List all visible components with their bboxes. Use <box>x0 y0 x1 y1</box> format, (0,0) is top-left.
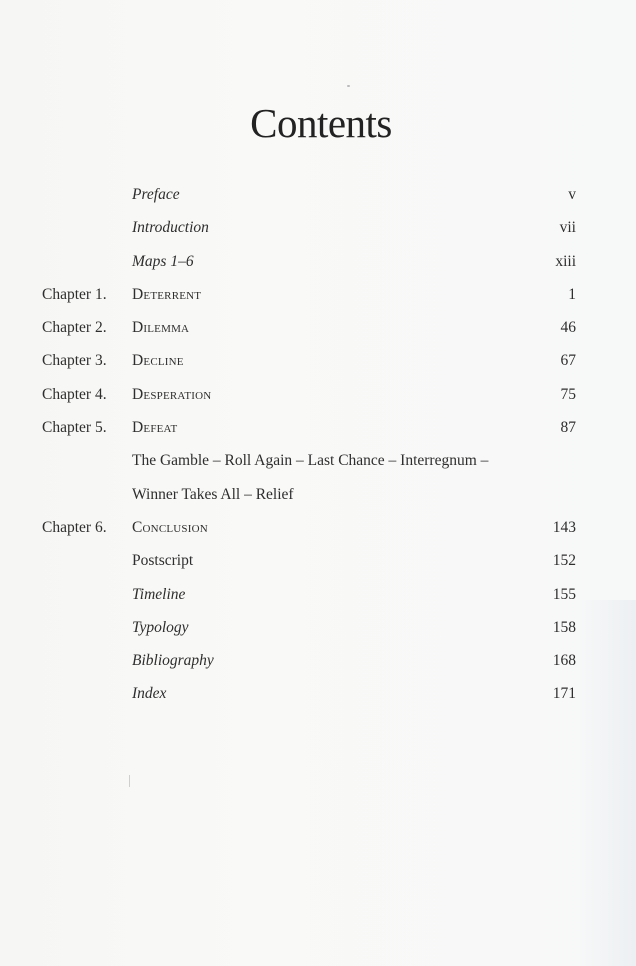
page-number: vii <box>559 219 576 237</box>
toc-row-chapter-3 <box>0 344 636 377</box>
toc-row-chapter-2 <box>0 311 636 344</box>
toc-row-index <box>0 677 636 710</box>
toc-row-introduction <box>0 211 636 244</box>
page-number: xiii <box>555 252 576 270</box>
toc-row-bibliography <box>0 644 636 677</box>
toc-entry: Postscript <box>132 552 194 570</box>
toc-entry: Defeat <box>132 419 178 437</box>
toc-entry: Maps 1–6 <box>132 252 194 270</box>
paper-speck <box>347 85 350 87</box>
toc-row-timeline <box>0 578 636 611</box>
toc-row-chapter-1 <box>0 278 636 311</box>
page-number: 168 <box>552 652 576 670</box>
chapter-label: Chapter 6. <box>42 518 107 536</box>
toc-entry: Timeline <box>132 585 186 603</box>
page-title: Contents <box>250 100 392 146</box>
chapter-label: Chapter 1. <box>42 285 107 303</box>
page-shade <box>576 600 636 966</box>
page-number: 143 <box>552 518 576 536</box>
toc-entry: Bibliography <box>132 652 214 670</box>
chapter-label: Chapter 4. <box>42 385 107 403</box>
page-number: 1 <box>568 285 576 303</box>
toc-entry: Dilemma <box>132 319 190 337</box>
toc-entry: The Gamble – Roll Again – Last Chance – Interregnum – <box>132 452 489 470</box>
toc-entry: Introduction <box>132 219 209 237</box>
toc-entry: Preface <box>132 186 180 203</box>
toc-entry: Deterrent <box>132 285 202 303</box>
table-of-contents <box>0 178 636 711</box>
page-number: 152 <box>552 552 576 570</box>
page-number: 158 <box>552 618 576 636</box>
toc-entry: Typology <box>132 618 189 636</box>
toc-row-chapter-5 <box>0 411 636 444</box>
chapter-label: Chapter 2. <box>42 319 107 337</box>
toc-entry: Decline <box>132 352 184 370</box>
page-number: 67 <box>560 352 576 370</box>
toc-entry: Winner Takes All – Relief <box>132 485 294 503</box>
toc-entry: Desperation <box>132 385 212 403</box>
page-number: 155 <box>552 585 576 603</box>
page-number: v <box>568 186 576 203</box>
toc-row-preface <box>0 178 636 211</box>
chapter-label: Chapter 5. <box>42 419 107 437</box>
toc-entry: Conclusion <box>132 518 208 536</box>
toc-row-maps <box>0 245 636 278</box>
toc-row-chapter-4 <box>0 378 636 411</box>
toc-row-chapter-5-subtitles-line-2 <box>0 478 636 511</box>
page-number: 171 <box>552 685 576 703</box>
chapter-label: Chapter 3. <box>42 352 107 370</box>
toc-entry: Index <box>132 685 167 703</box>
page-number: 87 <box>560 419 576 437</box>
page-number: 75 <box>560 385 576 403</box>
toc-row-postscript <box>0 544 636 577</box>
paper-mark <box>129 775 130 787</box>
toc-row-chapter-5-subtitles-line-1 <box>0 444 636 477</box>
toc-row-typology <box>0 611 636 644</box>
page-number: 46 <box>560 319 576 337</box>
toc-row-chapter-6 <box>0 511 636 544</box>
